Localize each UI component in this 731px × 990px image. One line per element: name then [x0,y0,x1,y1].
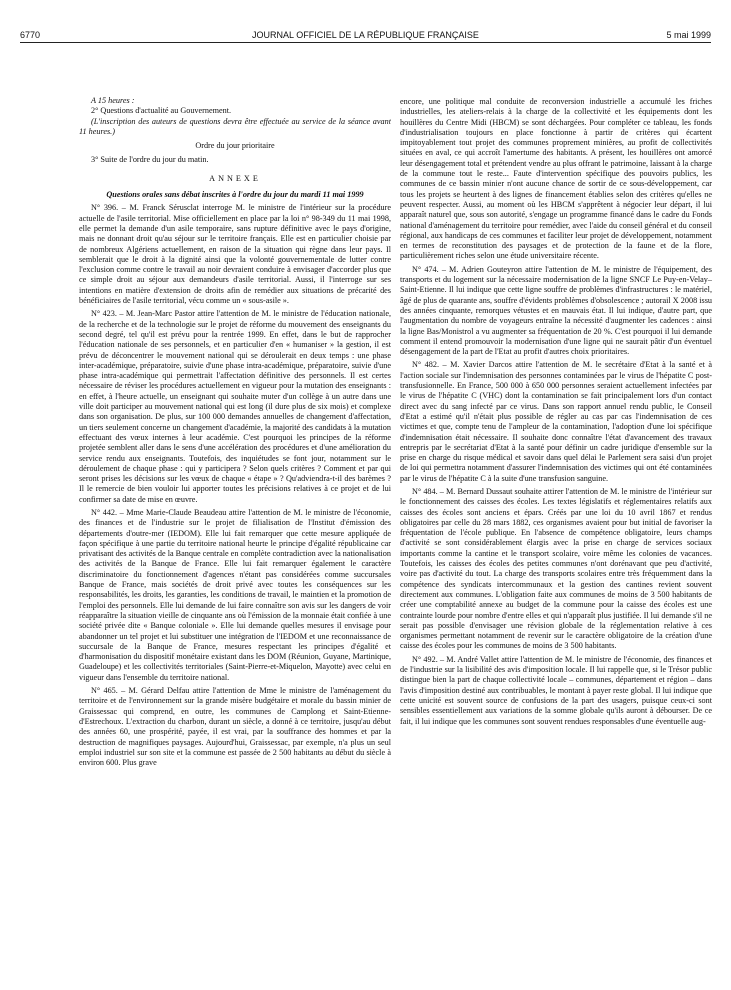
right-column [400,97,712,977]
question-item: N° 465. – M. Gérard Delfau attire l'attention de Mme le ministre de l'aménagement du territoire et de l'environnement sur la grande misère budgétaire et morale du bassin minier de Graissessac qui comprend, en outre, les communes de Camplong et Saint-Etienne-d'Estrechoux. L'extraction du charbon, durant un siècle, a donné à ce territoire, jusqu'au début des années 60, une prospérité, payée, il est vrai, par la souffrance des hommes et par la destruction de magnifiques paysages. Aujourd'hui, Graissessac, par exemple, n'a plus un seul emploi industriel sur son site et la commune est passée de 2 500 habitants au début du siècle à environ 600. Plus grave [79,686,391,768]
question-continuation: encore, une politique mal conduite de reconversion industrielle a accumulé les friches industrielles, les ateliers-relais à la charge de la collectivité et les équipements dont les houillères du Centre Midi (HBCM) se sont déchargées. Pour compléter ce tableau, les fonds d'industrialisation toujours en place fonctionne à partir de critères qui écartent impitoyablement tout projet des communes proprement minières, au profit de collectivités situées en aval, ce qui accroît l'amertume des habitants. A présent, les houillères ont amorcé leur désengagement total et prétendent vendre au plus offrant le patrimoine, laissant à la charge de la commune tout le reste... Faute d'intervention spécifique des pouvoirs publics, les communes de ce bassin minier n'ont aucune chance de sortir de ce sous-développement, car tous les projets se heurtent à des lignes de financement établies selon des critères qu'elles ne peuvent respecter. Aussi, au moment où les HBCM s'apprêtent à négocier leur départ, il lui apparaît naturel que, sous son autorité, s'engage un programme financé dans le cadre du Fonds national d'aménagement du territoire pour remédier, avec l'aide du conseil général et du conseil régional, aux handicaps de ces communes et faciliter leur projet de développement, notamment en termes de reconstitution des paysages et de protection de la faune et de la flore, particulièrement riches selon une étude universitaire récente. [400,97,712,261]
question-item: N° 482. – M. Xavier Darcos attire l'attention de M. le secrétaire d'Etat à la santé et à l'action sociale sur l'indemnisation des personnes contaminées par le virus de l'hépatite C post-transfusionnelle. En France, 500 000 à 650 000 personnes seraient actuellement infectées par le virus de l'hépatite C (VHC) dont la contamination se fait principalement lors d'un contact direct avec du sang infecté par ce virus. Dans son rapport annuel rendu public, le Conseil d'Etat a estimé qu'il n'était plus possible de régler au cas par cas l'indemnisation de ces victimes et que, compte tenu de l'ampleur de la contamination, l'adoption d'une loi spécifique d'indemnisation était nécessaire. Il souhaite donc connaître l'état d'avancement des travaux entrepris par le secrétariat d'Etat à la santé pour définir un cadre juridique d'ensemble sur la prise en charge du risque médical et savoir dans quel délai le Parlement sera saisi d'un projet de loi qui permettra notamment d'assurer l'indemnisation des victimes qui ont été contaminées par le virus de l'hépatite C à la suite d'une transfusion sanguine. [400,360,712,483]
question-item: N° 484. – M. Bernard Dussaut souhaite attirer l'attention de M. le ministre de l'intérieur sur le fonctionnement des caisses des écoles. Les textes législatifs et réglementaires relatifs aux caisses des écoles sont anciens et épars. Créés par une loi du 10 avril 1867 et rendus obligatoires par celle du 28 mars 1882, ces organismes avaient pour but initial de favoriser la fréquentation de l'école publique. En l'absence de compétence obligatoire, leurs champs d'activité se sont considérablement élargis avec la prise en charge de services sociaux importants comme la cantine et le transport scolaire, voire même les colonies de vacances. Toutefois, les caisses des écoles des petites communes n'ont dorénavant que peu d'activité, voire pas d'activité du tout. La charge des transports scolaires entre très fréquemment dans la compétence des syndicats intercommunaux et la gestion des cantines revient souvent directement aux communes. L'obligation faite aux communes de moins de 3 500 habitants de créer une comptabilité annexe au budget de la commune pour la caisse des écoles est une contrainte lourde pour nombre d'entre elles et qui n'apparaît plus justifiée. Il lui demande s'il ne serait pas possible d'envisager une révision globale de la réglementation relative à ces organismes permettant notamment de revenir sur le caractère obligatoire de la création d'une caisse des écoles pour les communes de moins de 3 500 habitants. [400,486,712,651]
question-item: N° 492. – M. André Vallet attire l'attention de M. le ministre de l'économie, des finances et de l'industrie sur la lisibilité des avis d'imposition locale. Il lui rappelle que, si le Trésor public distingue bien la part de chaque collectivité locale – communes, département et région – dans l'avis d'imposition destiné aux contribuables, le montant à payer reste global. Il lui indique que cette unicité est souvent source de confusions de la part des usagers, puisque ceux-ci sont sensibles essentiellement aux variations de la somme globale qu'ils auront à débourser. De ce fait, il lui indique que les communes sont souvent rendues responsables d'une éventuelle aug- [400,654,712,726]
journal-title: JOURNAL OFFICIEL DE LA RÉPUBLIQUE FRANÇAISE [252,30,479,40]
issue-date: 5 mai 1999 [666,30,711,40]
annexe-heading: ANNEXE [209,173,261,183]
order-priority: Ordre du jour prioritaire [195,141,275,151]
question-item: N° 396. – M. Franck Sérusclat interroge M. le ministre de l'intérieur sur la procédure actuelle de l'asile territorial. Mise officiellement en place par la loi n° 98-349 du 11 mai 1998, elle permet la demande d'un asile temporaire, sans rupture définitive avec le pays d'origine, mais ne donnant droit qu'au séjour sur le territoire français. Elle est en particulier choisie par de nombreux Algériens actuellement, en raison de la situation qui règne dans leur pays. Il semblerait que le droit à la dignité ainsi que la volonté gouvernementale de lutter contre l'exclusion comme contre le travail au noir devraient conduire à envisager d'accorder plus que ce simple droit au séjour aux demandeurs d'asile territorial. Aussi, il l'interroge sur ses intentions en matière d'extension de droits afin de remédier aux situations de précarité des bénéficiaires de l'asile territorial, vécu comme un « sous-asile ». [79,203,391,306]
order-item-2-note: (L'inscription des auteurs de questions devra être effectuée au service de la séance avant 11 heures.) [79,116,391,136]
question-item: N° 474. – M. Adrien Gouteyron attire l'attention de M. le ministre de l'équipement, des transports et du logement sur la nécessaire modernisation de la ligne SNCF Le Puy-en-Velay–Saint-Etienne. Il lui indique que cette ligne souffre de problèmes d'infrastructures : le matériel, âgé de plus de quarante ans, souffre d'évidents problèmes d'obsolescence ; autorail X 2008 issu des années cinquante, remorques vétustes et en mauvais état. Il lui indique, d'autre part, que l'augmentation du nombre de voyageurs entraîne la nécessité d'augmenter les cadences : ainsi la ligne Bas/Monistrol a vu augmenter sa fréquentation de 20 %. C'est pourquoi il lui demande comment il entend promouvoir la modernisation d'une ligne qui ne saurait pâtir d'un éventuel désengagement de la part de l'Etat au profit d'autres choix prioritaires. [400,264,712,357]
annexe-title: Questions orales sans débat inscrites à l'ordre du jour du mardi 11 mai 1999 [106,190,364,200]
page-number: 6770 [20,30,41,40]
header-rule [20,42,711,43]
page-header [20,29,711,41]
order-item-2: 2° Questions d'actualité au Gouvernement. [91,106,232,116]
question-item: N° 423. – M. Jean-Marc Pastor attire l'attention de M. le ministre de l'éducation nationale, de la recherche et de la technologie sur le projet de réforme du mouvement des enseignants du second degré, tel qu'il est prévu pour la rentrée 1999. En effet, dans le but de rapprocher l'éducation nationale de ses personnels, et en particulier d'en « humaniser » la gestion, il est prévu de déconcentrer le mouvement national qui se déroulerait en deux temps : une phase inter-académique, préparatoire, suivie d'une phase intra-académique, préparatoire, suivie d'une phase intra-académique qui permettrait l'affectation définitive des personnels. Il est certes nécessaire de réviser les procédures actuellement en vigueur pour la mutation des enseignants : en effet, à l'heure actuelle, un enseignant qui souhaite muter d'un collège à un autre dans une ville doit participer au mouvement national qui est long (il dure plus de six mois) et complexe dans son organisation. De plus, sur 100 000 demandes annuelles de changement d'affectation, un tiers seulement concerne un changement d'académie, la majorité des candidats à la mutation effectuant des vœux internes à leur académie. C'est pourquoi les principes de la réforme projetée semblent aller dans le sens d'une accélération des procédures et d'une amélioration du service rendu aux enseignants. Toutefois, des inquiétudes se font jour, notamment sur le déroulement de chaque phase : qui y participera ? Selon quels critères ? Comment et par qui seront prises les décisions sur les vœux de chaque « étape » ? Qu'adviendra-t-il des barèmes ? Il le remercie de bien vouloir lui apporter toutes les précisions relatives à ce projet et de lui confirmer sa date de mise en œuvre. [79,309,391,504]
order-item-3: 3° Suite de l'ordre du jour du matin. [91,155,209,165]
left-column [79,96,391,976]
question-item: N° 442. – Mme Marie-Claude Beaudeau attire l'attention de M. le ministre de l'économie, des finances et de l'industrie sur le projet de filialisation de l'Institut d'émission des départements d'outre-mer (IEDOM). Elle lui fait remarquer que cette mesure appliquée de façon spécifique à une partie du territoire national heurte le principe d'égalité républicaine car privatisant des activités de la Banque centrale en complète contradiction avec la nationalisation des activités de la Banque de France. Elle lui fait remarquer également le caractère discriminatoire du fonctionnement d'agences n'étant pas considérées comme succursales Banque de France, mais sociétés de droit privé avec toutes les conséquences sur les responsabilités, les droits, les garanties, les conditions de travail, le maintien et la promotion de l'emploi des personnels. Elle lui demande de lui faire connaître son avis sur les dangers de voir réapparaître la situation vieille de cinquante ans où l'émission de la monnaie était confiée à une société privée dite « Banque coloniale ». Elle lui demande quelles mesures il envisage pour abandonner un tel projet et lui substituer une intégration de l'IEDOM et une reconnaissance de succursale de la Banque de France, mesures respectant les principes d'égalité et d'harmonisation du dispositif monétaire existant dans les DOM (Réunion, Guyane, Martinique, Guadeloupe) et les collectivités territoriales (Saint-Pierre-et-Miquelon, Mayotte) avec celui en vigueur dans l'ensemble du territoire national. [79,507,391,682]
order-time: A 15 heures : [91,96,135,105]
